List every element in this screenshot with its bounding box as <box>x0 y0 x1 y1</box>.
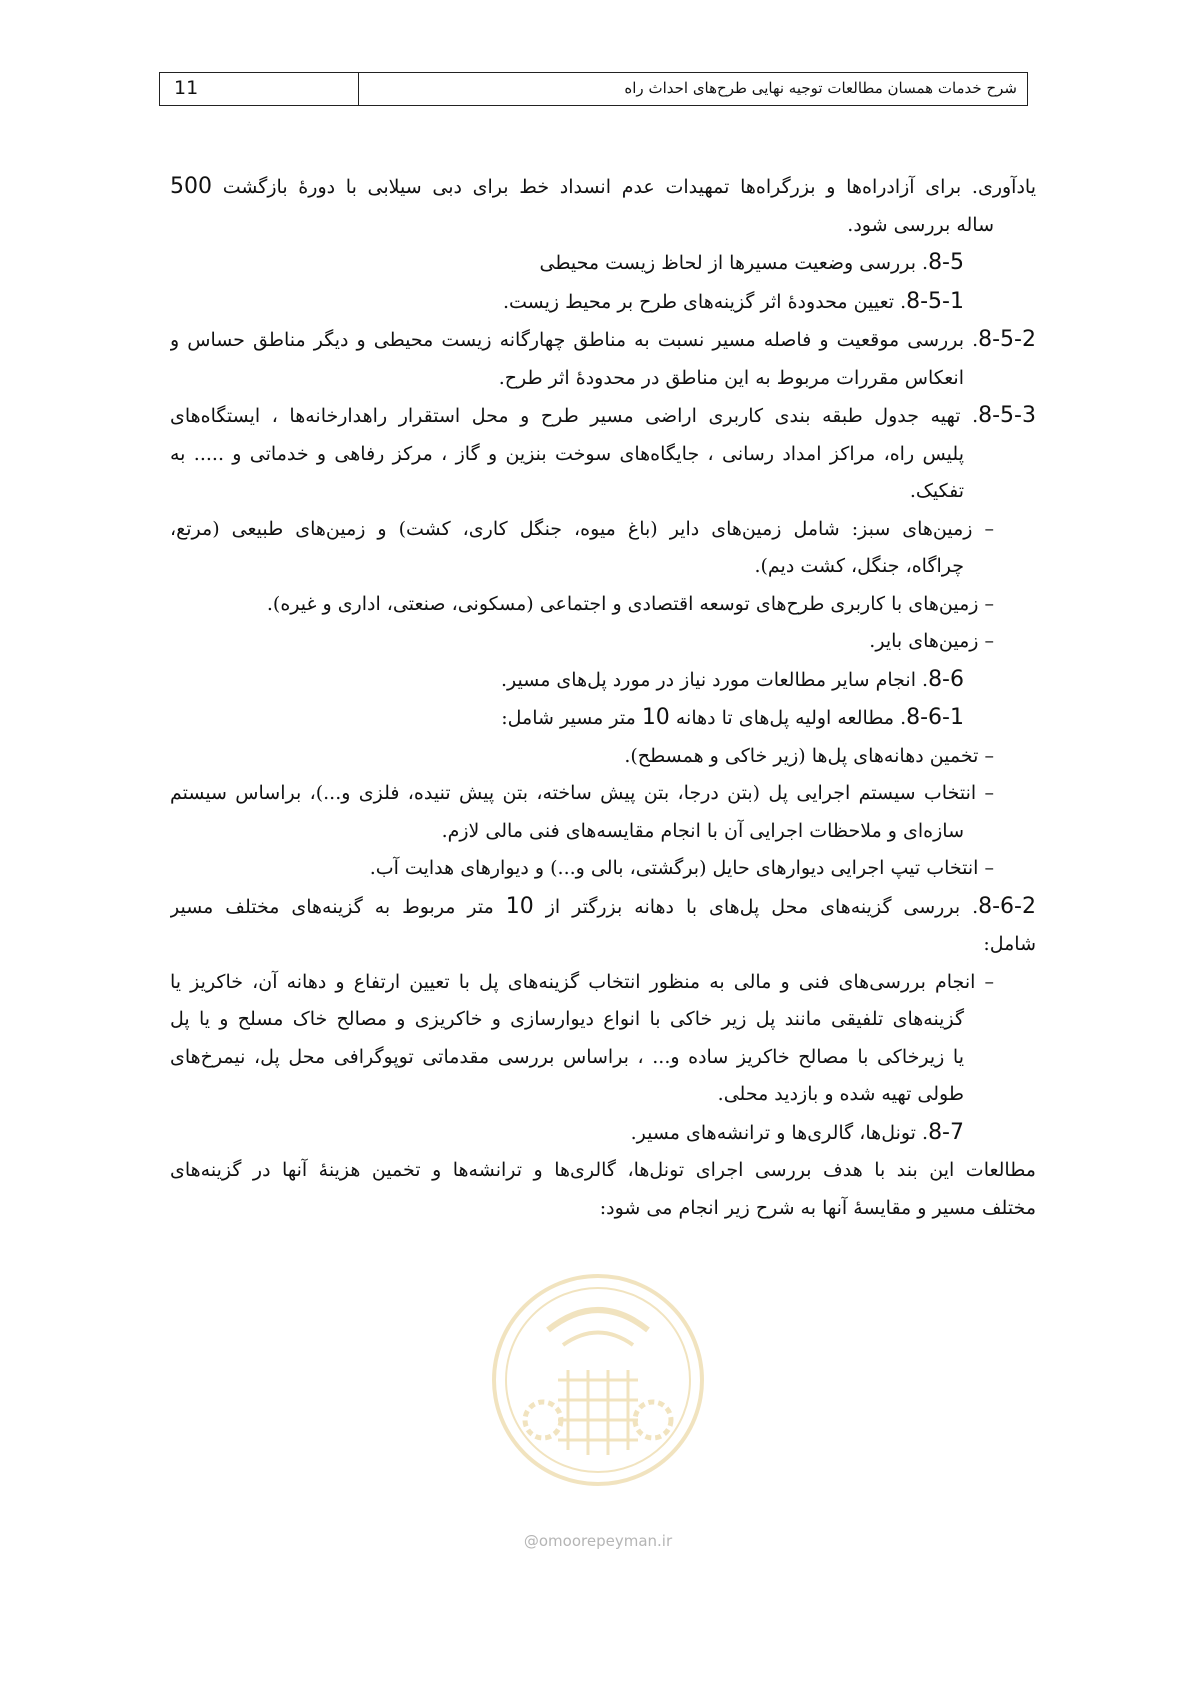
bullet-bridge-system: – انتخاب سیستم اجرایی پل (بتن درجا، بتن پیش ساخته، بتن پیش تنیده، فلزی و...)، براساس سیستم <box>170 782 994 804</box>
document-body <box>170 172 1036 1231</box>
section-8-5-3: 8-5-3. تهیه جدول طبقه بندی کاربری اراضی مسیر طرح و محل استقرار راهدارخانه‌ها ، ایستگاه‌های <box>170 403 1036 428</box>
section-number: 8-5 <box>928 250 964 275</box>
section-8-5: 8-5. بررسی وضعیت مسیرها از لحاظ زیست محیطی <box>539 250 964 275</box>
page-number: 11 <box>174 77 199 99</box>
section-number: 8-5-1 <box>906 288 964 314</box>
final-paragraph: مطالعات این بند با هدف بررسی اجرای تونل‌ها، گالری‌ها و ترانشه‌ها و تخمین هزینهٔ آنها در گزینه‌های <box>170 1159 1036 1181</box>
section-number: 8-6-1 <box>906 705 964 730</box>
final-paragraph-cont: مختلف مسیر و مقایسهٔ آنها به شرح زیر انجام می شود: <box>599 1196 1036 1219</box>
note-line-1: یادآوری. برای آزادراه‌ها و بزرگراه‌ها تمهیدات عدم انسداد خط برای دبی سیلابی با دورهٔ بازگشت 500 <box>170 174 1036 199</box>
bullet-development-lands: – زمین‌های با کاربری طرح‌های توسعه اقتصادی و اجتماعی (مسکونی، صنعتی، اداری و غیره). <box>266 592 994 615</box>
watermark-url: @omoorepeyman.ir <box>523 1532 673 1550</box>
section-8-5-2-cont: انعکاس مقررات مربوط به این مناطق در محدودهٔ اثر طرح. <box>498 366 964 389</box>
section-8-5-1: 8-5-1. تعیین محدودهٔ اثر گزینه‌های طرح بر محیط زیست. <box>502 288 964 314</box>
section-number: 8-5-2 <box>978 327 1036 352</box>
section-8-6-1: 8-6-1. مطالعه اولیه پل‌های تا دهانه 10 متر مسیر شامل: <box>501 705 964 730</box>
section-number: 8-6-2 <box>978 893 1036 919</box>
bullet-technical-financial: – انجام بررسی‌های فنی و مالی به منظور انتخاب گزینه‌های پل با تعیین ارتفاع و دهانه آن، خاکریز یا <box>170 970 994 993</box>
section-8-7: 8-7. تونل‌ها، گالری‌ها و ترانشه‌های مسیر. <box>630 1119 964 1145</box>
section-number: 8-5-3 <box>978 403 1036 428</box>
bullet-green-lands: – زمین‌های سبز: شامل زمین‌های دایر (باغ میوه، جنگل کاری، کشت) و زمین‌های طبیعی (مرتع، <box>170 517 994 540</box>
bullet-retaining-walls: – انتخاب تیپ اجرایی دیوارهای حایل (برگشتی، بالی و...) و دیوارهای هدایت آب. <box>369 857 994 879</box>
section-8-6-2-cont: شامل: <box>983 933 1036 955</box>
bullet-green-lands-cont: چراگاه، جنگل، کشت دیم). <box>754 555 964 577</box>
section-8-5-3-cont2: تفکیک. <box>909 480 964 502</box>
header-title: شرح خدمات همسان مطالعات توجیه نهایی طرح‌های احداث راه <box>624 79 1017 97</box>
section-8-5-3-cont1: پلیس راه، مراکز امداد رسانی ، جایگاه‌های سوخت بنزین و گاز ، مرکز رفاهی و خدماتی و ..... به <box>170 442 964 465</box>
section-8-6: 8-6. انجام سایر مطالعات مورد نیاز در مورد پل‌های مسیر. <box>500 666 964 692</box>
bullet-technical-financial-cont1: گزینه‌های تلفیقی مانند پل زیر خاکی با انواع دیوارسازی و خاکریزی و مصالح خاک مسلح و یا پل <box>170 1008 964 1030</box>
bullet-bridge-system-cont: سازه‌ای و ملاحظات اجرایی آن با انجام مقایسه‌های فنی مالی لازم. <box>441 819 964 842</box>
note-line-2: ساله بررسی شود. <box>847 213 994 236</box>
watermark-seal-icon <box>488 1270 708 1490</box>
bullet-technical-financial-cont2: یا زیرخاکی با مصالح خاکریز ساده و... ، براساس بررسی مقدماتی توپوگرافی محل پل، نیمرخ‌های <box>170 1045 964 1068</box>
section-number: 8-6 <box>928 666 964 692</box>
header-divider <box>358 73 359 105</box>
section-number: 8-7 <box>928 1119 964 1145</box>
page-header <box>159 72 1028 106</box>
section-8-6-2: 8-6-2. بررسی گزینه‌های محل پل‌های با دهانه بزرگتر از 10 متر مربوط به گزینه‌های مختلف مسیر <box>170 893 1036 919</box>
bullet-technical-financial-cont3: طولی تهیه شده و بازدید محلی. <box>717 1083 964 1105</box>
bullet-barren-lands: – زمین‌های بایر. <box>869 630 994 652</box>
section-8-5-2: 8-5-2. بررسی موقعیت و فاصله مسیر نسبت به مناطق چهارگانه زیست محیطی و دیگر مناطق حساس و <box>170 327 1036 352</box>
bullet-span-estimate: – تخمین دهانه‌های پل‌ها (زیر خاکی و همسطح). <box>624 744 994 767</box>
